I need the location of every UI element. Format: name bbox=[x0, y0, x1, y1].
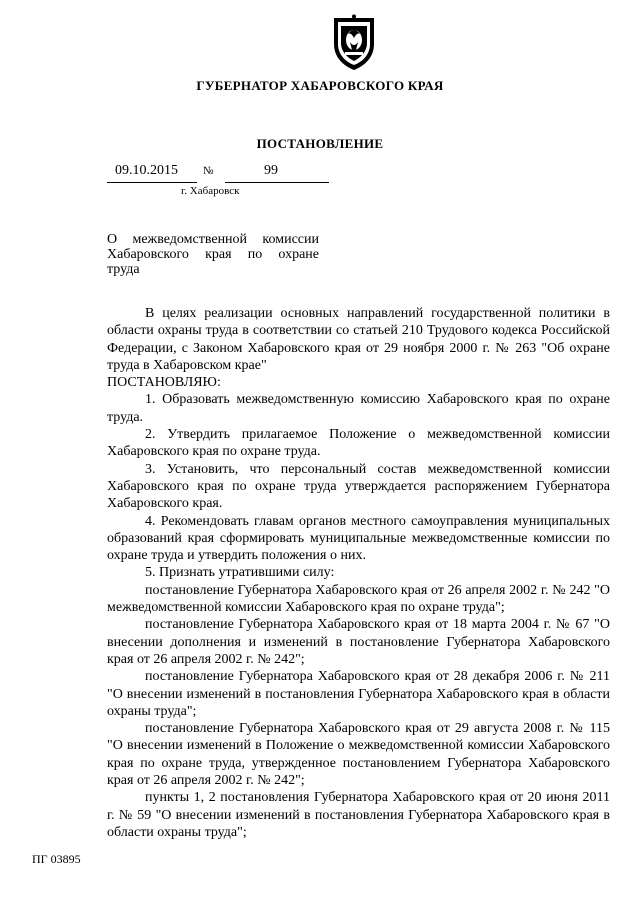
document-date: 09.10.2015 bbox=[115, 163, 178, 178]
body-paragraph: 4. Рекомендовать главам органов местного самоуправления муниципальных образований края сформировать муниципальные межведомственные комиссии по охране труда и утвердить положения о них. bbox=[107, 513, 610, 564]
body-paragraph: постановление Губернатора Хабаровского края от 28 декабря 2006 г. № 211 "О внесении изменений в постановления Губернатора Хабаровского края в области охраны труда"; bbox=[107, 669, 610, 719]
body-paragraph: 5. Признать утратившими силу: bbox=[145, 565, 335, 581]
body-paragraph: постановление Губернатора Хабаровского края от 29 августа 2008 г. № 115 "О внесении изменений в Положение о межведомственной комиссии Хабаровского края по охране труда, утвержденное постановлением Губернатора Хабаровского края от 26 апреля 2002 г. № 242"; bbox=[107, 721, 610, 789]
body-paragraph: постановление Губернатора Хабаровского края от 26 апреля 2002 г. № 242 "О межведомственной комиссии Хабаровского края по охране труда"; bbox=[107, 582, 610, 616]
body-paragraph: 1. Образовать межведомственную комиссию Хабаровского края по охране труда. bbox=[107, 392, 610, 425]
subject-line: Хабаровского края по охране bbox=[107, 247, 319, 262]
city: г. Хабаровск bbox=[181, 185, 240, 197]
resolution-keyword: ПОСТАНОВЛЯЮ: bbox=[107, 375, 221, 391]
body-paragraph: В целях реализации основных направлений государственной политики в области охраны труда в соответствии со статьей 210 Трудового кодекса Российской Федерации, с Законом Хабаровского края от 29 ноября 2000 г. № 263 "Об охране труда в Хабаровском крае" bbox=[107, 306, 610, 373]
document-number: 99 bbox=[264, 163, 278, 178]
coat-of-arms-icon bbox=[329, 14, 379, 72]
organization-title: ГУБЕРНАТОР ХАБАРОВСКОГО КРАЯ bbox=[196, 78, 444, 93]
number-underline bbox=[225, 182, 329, 183]
document-body bbox=[107, 305, 610, 841]
body-paragraph: 2. Утвердить прилагаемое Положение о межведомственной комиссии Хабаровского края по охране труда. bbox=[107, 427, 610, 460]
document-subject bbox=[107, 232, 319, 277]
subject-line: труда bbox=[107, 262, 140, 277]
body-paragraph: постановление Губернатора Хабаровского края от 18 марта 2004 г. № 67 "О внесении дополнения и изменений в постановление Губернатора Хабаровского края от 26 апреля 2002 г. № 242"; bbox=[107, 617, 610, 667]
body-paragraph: 3. Установить, что персональный состав межведомственной комиссии Хабаровского края по охране труда утверждается распоряжением Губернатора Хабаровского края. bbox=[107, 461, 610, 512]
document-type: ПОСТАНОВЛЕНИЕ bbox=[256, 136, 384, 151]
body-paragraph: пункты 1, 2 постановления Губернатора Хабаровского края от 20 июня 2011 г. № 59 "О внесении изменений в постановления Губернатора Хабаровского края в области охраны труда"; bbox=[107, 790, 610, 840]
number-sign: № bbox=[203, 165, 214, 177]
date-underline bbox=[107, 182, 197, 183]
registration-line bbox=[107, 163, 332, 183]
subject-line: О межведомственной комиссии bbox=[107, 232, 319, 247]
footer-code: ПГ 03895 bbox=[32, 852, 81, 866]
